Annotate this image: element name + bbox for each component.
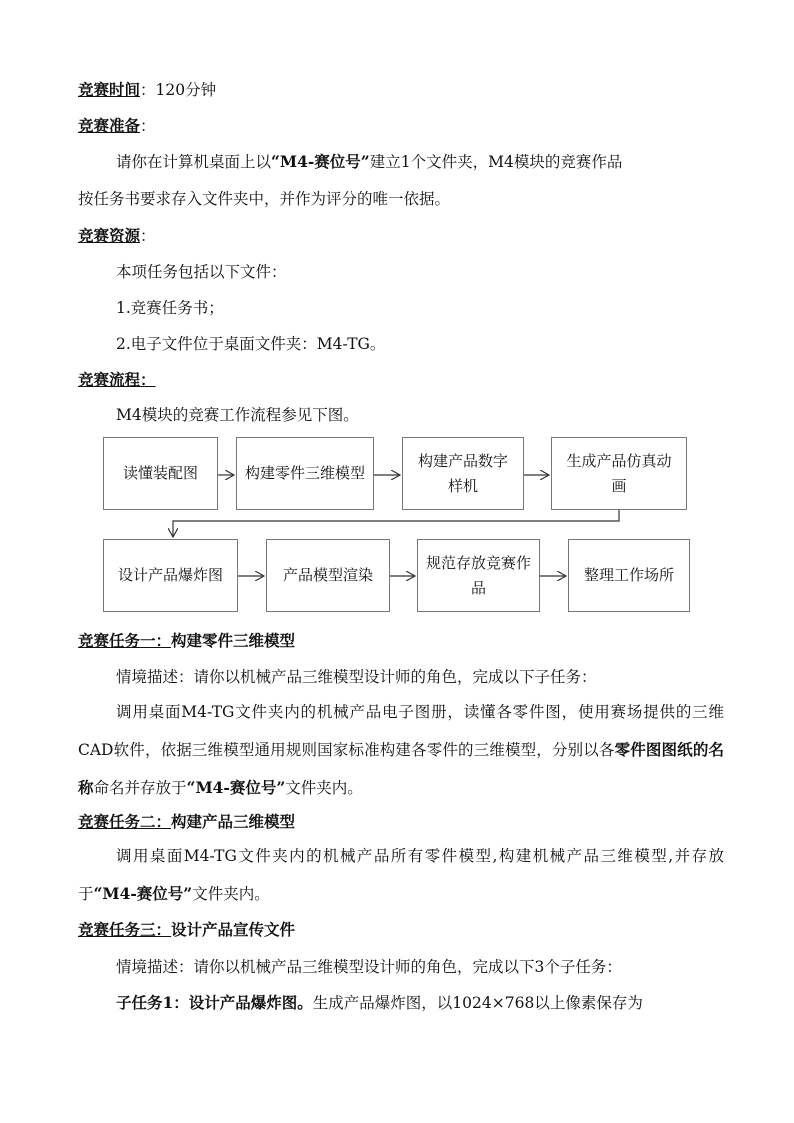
resources-heading [78,226,156,246]
task1-heading [78,631,295,651]
task1-label: 竞赛任务一： [78,631,172,650]
task1-text-e: 文件夹内。 [285,779,363,797]
task3-heading [78,920,295,940]
preparation-text-c: 建立1个文件夹，M4模块的竞赛作品 [369,153,623,171]
preparation-folder-name: “M4-赛位号” [271,152,370,171]
task2-paragraph [78,838,724,913]
task3-scenario: 情境描述：请你以机械产品三维模型设计师的角色，完成以下3个子任务： [116,958,622,976]
task1-scenario: 情境描述：请你以机械产品三维模型设计师的角色，完成以下子任务： [116,668,597,686]
task1-paragraph [78,694,724,807]
flow-step-render-model: 产品模型渲染 [266,539,390,612]
task2-label: 竞赛任务二： [78,812,172,831]
competition-time-value: 120分钟 [155,81,217,99]
arrow-4 [173,510,619,537]
task3-subtask1-text: 生成产品爆炸图，以1024×768以上像素保存为 [312,994,643,1012]
task2-folder-name: “M4-赛位号” [93,884,193,903]
task1-text-a: 调用桌面M4-TG文件夹内的机械产品电子图册，读懂各零件图，使用赛场提供的三维CAD软件，依据三维模型通用规则国家标准构建各零件的三维模型，分别以各 [78,703,724,759]
flow-step-build-digital-prototype: 构建产品数字样机 [402,437,524,510]
preparation-colon: ： [140,117,156,135]
preparation-heading [78,116,156,136]
flow-step-design-explosion: 设计产品爆炸图 [103,539,238,612]
preparation-paragraph-line1 [116,152,622,172]
flow-intro: M4模块的竞赛工作流程参见下图。 [116,406,359,424]
task3-title: 设计产品宣传文件 [171,920,296,939]
flow-step-store-works: 规范存放竞赛作品 [417,539,540,612]
competition-time-line [78,80,216,100]
flow-step-build-part-models: 构建零件三维模型 [236,437,374,510]
task3-subtask1-title: 子任务1：设计产品爆炸图。 [116,993,313,1012]
flow-step-generate-animation: 生成产品仿真动画 [551,437,687,510]
task2-title: 构建产品三维模型 [171,812,296,831]
preparation-paragraph-line2: 按任务书要求存入文件夹中，并作为评分的唯一依据。 [78,190,451,208]
task1-folder-name: “M4-赛位号” [186,778,286,797]
resources-colon: ： [140,227,156,245]
task3-subtask1 [116,993,643,1013]
task1-text-c: 命名并存放于 [93,779,187,797]
resources-label: 竞赛资源 [78,226,141,245]
flow-step-read-assembly: 读懂装配图 [103,437,218,510]
resources-item-1: 1.竞赛任务书； [116,299,224,317]
task2-text-a: 调用桌面M4-TG文件夹内的机械产品所有零件模型,构建机械产品三维模型,并存放于 [78,847,724,903]
resources-item-2: 2.电子文件位于桌面文件夹：M4-TG。 [116,335,386,353]
competition-time-label: 竞赛时间 [78,80,141,99]
task3-label: 竞赛任务三： [78,920,172,939]
task1-drawing-name: 零件图图纸的名称 [78,740,724,797]
task2-text-c: 文件夹内。 [192,885,270,903]
preparation-label: 竞赛准备 [78,116,141,135]
flow-heading: 竞赛流程： [78,370,156,389]
competition-time-colon: ： [140,81,156,99]
task2-heading [78,812,295,832]
preparation-text-a: 请你在计算机桌面上以 [116,153,272,171]
flow-step-tidy-workplace: 整理工作场所 [568,539,690,612]
resources-intro: 本项任务包括以下文件： [116,263,287,281]
task1-title: 构建零件三维模型 [171,631,296,650]
